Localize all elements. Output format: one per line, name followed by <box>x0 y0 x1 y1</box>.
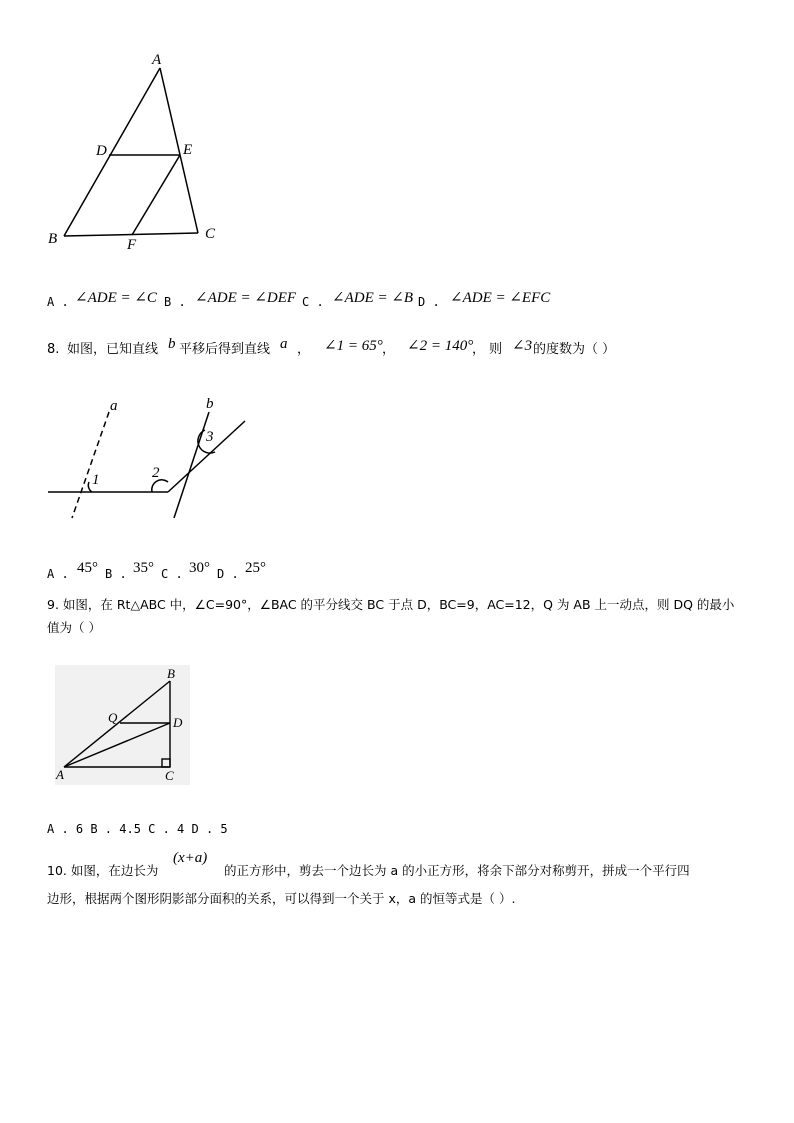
q8-text-4: 的度数为（ ） <box>533 342 616 357</box>
q8-sep-2: ， <box>382 342 396 357</box>
q8-options <box>47 560 347 584</box>
q8-option-c-letter: C . <box>161 567 183 581</box>
q7-option-d-letter: D . <box>418 295 440 309</box>
q8-option-a-letter: A . <box>47 567 69 581</box>
question-10 <box>47 850 767 912</box>
q8-sep-1: ， <box>297 342 311 357</box>
q7-option-b-letter: B . <box>164 295 186 309</box>
q8-option-a-value: 45° <box>77 560 98 576</box>
label-angle-3: 3 <box>206 429 214 445</box>
q9-options: A . 6 B . 4.5 C . 4 D . 5 <box>47 822 228 836</box>
q8-text-3: ， 则 <box>472 342 503 357</box>
q8-text-1: 如图，已知直线 <box>67 342 159 357</box>
segment-AB <box>64 68 160 236</box>
q8-option-c-value: 30° <box>189 560 210 576</box>
label-F: F <box>127 237 137 253</box>
q9-line-1: 9. 如图，在 Rt△ABC 中，∠C=90°，∠BAC 的平分线交 BC 于点 D，BC=9，AC=12，Q 为 AB 上一动点，则 DQ 的最小 <box>47 597 735 612</box>
label-C: C <box>205 226 216 242</box>
angle-2-arc <box>152 480 168 492</box>
right-triangle-figure-q9 <box>55 665 190 785</box>
q9-line-2: 值为（ ） <box>47 620 101 635</box>
parallel-lines-figure-q8 <box>44 394 254 524</box>
segment-EF <box>132 155 180 235</box>
label-b: b <box>206 396 214 412</box>
segment-BC <box>64 233 198 236</box>
question-8 <box>47 336 767 362</box>
label-C: C <box>165 768 174 783</box>
label-A: A <box>152 52 162 68</box>
label-B: B <box>48 231 58 247</box>
q8-option-d-letter: D . <box>217 567 239 581</box>
label-A: A <box>56 767 64 782</box>
line-b <box>174 412 209 518</box>
label-angle-2: 2 <box>152 465 160 481</box>
q10-line-1-start: 10. 如图，在边长为 <box>47 863 159 878</box>
label-D: D <box>96 143 107 159</box>
q8-option-b-value: 35° <box>133 560 154 576</box>
q10-line-1-end: 的正方形中，剪去一个边长为 a 的小正方形，将余下部分对称剪开，拼成一个平行四 <box>224 863 690 878</box>
q8-number: 8. <box>47 342 60 357</box>
q7-options <box>47 288 747 312</box>
q8-angle-2: ∠2 = 140° <box>407 338 474 354</box>
q7-option-d-expr: ∠ADE = ∠EFC <box>450 290 551 306</box>
segment-AC <box>160 68 198 233</box>
dashed-line-a <box>72 412 109 518</box>
q10-expr: (x+a) <box>173 850 208 866</box>
q7-option-a-letter: A . <box>47 295 69 309</box>
label-B: B <box>167 666 175 681</box>
q7-option-b-expr: ∠ADE = ∠DEF <box>195 290 297 306</box>
q8-var-a: a <box>280 336 288 352</box>
q8-option-b-letter: B . <box>105 567 127 581</box>
q10-line-2: 边形，根据两个图形阴影部分面积的关系，可以得到一个关于 x，a 的恒等式是（ ）. <box>47 891 516 906</box>
label-E: E <box>183 142 193 158</box>
q8-angle-1: ∠1 = 65° <box>324 338 383 354</box>
q8-text-2: 平移后得到直线 <box>179 342 271 357</box>
label-D: D <box>173 715 183 730</box>
q8-option-d-value: 25° <box>245 560 266 576</box>
label-angle-1: 1 <box>92 472 100 488</box>
label-a: a <box>110 398 118 414</box>
triangle-figure-q7 <box>40 48 240 253</box>
q7-option-a-expr: ∠ADE = ∠C <box>75 290 157 306</box>
label-Q: Q <box>108 710 118 725</box>
q8-angle-3: ∠3 <box>512 338 533 354</box>
q8-var-b: b <box>168 336 176 352</box>
q7-option-c-expr: ∠ADE = ∠B <box>332 290 414 306</box>
q7-option-c-letter: C . <box>302 295 324 309</box>
